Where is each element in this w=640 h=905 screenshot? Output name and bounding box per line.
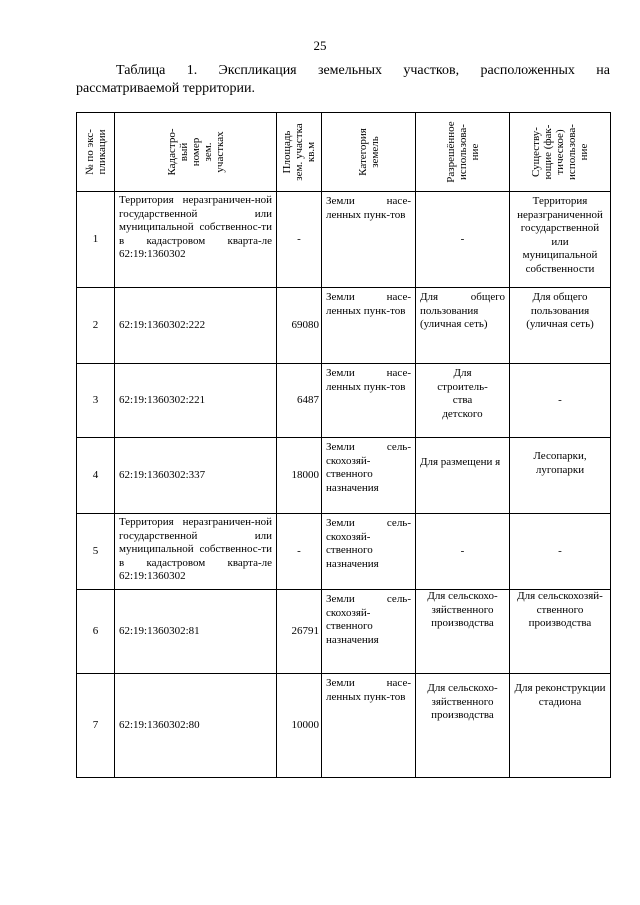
land-plots-table bbox=[76, 112, 611, 778]
table-row bbox=[77, 192, 611, 288]
cell-cadastral: 62:19:1360302:81 bbox=[115, 590, 277, 674]
table-row bbox=[77, 590, 611, 674]
table-caption bbox=[76, 62, 610, 98]
caption-word: Таблица bbox=[116, 63, 166, 78]
caption-line-2: рассматриваемой территории. bbox=[76, 81, 255, 96]
header-existing-use: Существу- ющие (фак- тическое) использова- ние bbox=[510, 113, 611, 192]
cell-existing: - bbox=[510, 514, 611, 590]
cell-existing: Для сельскохозяй-ственного производства bbox=[510, 590, 611, 674]
table-row bbox=[77, 364, 611, 438]
cell-area: 18000 bbox=[277, 438, 322, 514]
cell-permitted: Для сельскохо-зяйственного производства bbox=[416, 674, 510, 778]
cell-number: 3 bbox=[77, 364, 115, 438]
cell-permitted: Для размещени я bbox=[416, 438, 510, 514]
cell-existing: Территория неразграниченной государственной или муниципальной собственности bbox=[510, 192, 611, 288]
cell-category: Земли сель-скохозяй-ственного назначения bbox=[322, 514, 416, 590]
cell-category: Земли сель-скохозяй-ственного назначения bbox=[322, 438, 416, 514]
cell-existing: Для общего пользования (уличная сеть) bbox=[510, 288, 611, 364]
header-category: Категория земель bbox=[322, 113, 416, 192]
cell-cadastral: 62:19:1360302:221 bbox=[115, 364, 277, 438]
table-row bbox=[77, 438, 611, 514]
header-cadastral: Кадастро- вый номер зем. участках bbox=[115, 113, 277, 192]
cell-permitted: - bbox=[416, 192, 510, 288]
cell-category: Земли насе-ленных пунк-тов bbox=[322, 364, 416, 438]
cell-area: - bbox=[277, 192, 322, 288]
table-row bbox=[77, 514, 611, 590]
caption-word: Экспликация bbox=[218, 63, 297, 78]
table-row bbox=[77, 674, 611, 778]
cell-permitted: - bbox=[416, 514, 510, 590]
cell-category: Земли насе-ленных пунк-тов bbox=[322, 288, 416, 364]
cell-existing: - bbox=[510, 364, 611, 438]
caption-word: 1. bbox=[186, 63, 198, 78]
cell-category: Земли насе-ленных пунк-тов bbox=[322, 192, 416, 288]
header-number: № по экс- пликации bbox=[77, 113, 115, 192]
cell-number: 2 bbox=[77, 288, 115, 364]
cell-permitted: Для сельскохо-зяйственного производства bbox=[416, 590, 510, 674]
cell-area: 6487 bbox=[277, 364, 322, 438]
cell-cadastral: Территория неразграничен-ной государственной или муниципальной собственнос-ти в кадастровом кварта-ле 62:19:1360302 bbox=[115, 192, 277, 288]
cell-existing: Лесопарки, лугопарки bbox=[510, 438, 611, 514]
cell-area: 10000 bbox=[277, 674, 322, 778]
cell-permitted: Для строитель-ства детского bbox=[416, 364, 510, 438]
cell-category: Земли сель-скохозяй-ственного назначения bbox=[322, 590, 416, 674]
cell-category: Земли насе-ленных пунк-тов bbox=[322, 674, 416, 778]
cell-area: 26791 bbox=[277, 590, 322, 674]
cell-number: 6 bbox=[77, 590, 115, 674]
header-permitted-use: Разрешённое использова- ние bbox=[416, 113, 510, 192]
cell-cadastral: 62:19:1360302:337 bbox=[115, 438, 277, 514]
page-number: 25 bbox=[313, 38, 327, 53]
cell-area: - bbox=[277, 514, 322, 590]
cell-number: 5 bbox=[77, 514, 115, 590]
caption-word: участков, bbox=[403, 63, 460, 78]
cell-area: 69080 bbox=[277, 288, 322, 364]
cell-number: 1 bbox=[77, 192, 115, 288]
caption-word: расположенных bbox=[480, 63, 575, 78]
cell-number: 4 bbox=[77, 438, 115, 514]
caption-word: на bbox=[596, 63, 610, 78]
cell-cadastral: Территория неразграничен-ной государственной или муниципальной собственнос-ти в кадастровом кварта-ле 62:19:1360302 bbox=[115, 514, 277, 590]
caption-word: земельных bbox=[317, 63, 383, 78]
table-row bbox=[77, 288, 611, 364]
cell-permitted: Для общего пользования (уличная сеть) bbox=[416, 288, 510, 364]
cell-cadastral: 62:19:1360302:222 bbox=[115, 288, 277, 364]
table-header-row bbox=[77, 113, 611, 192]
cell-existing: Для реконструкции стадиона bbox=[510, 674, 611, 778]
header-area: Площадь зем. участка кв.м bbox=[277, 113, 322, 192]
cell-number: 7 bbox=[77, 674, 115, 778]
cell-cadastral: 62:19:1360302:80 bbox=[115, 674, 277, 778]
